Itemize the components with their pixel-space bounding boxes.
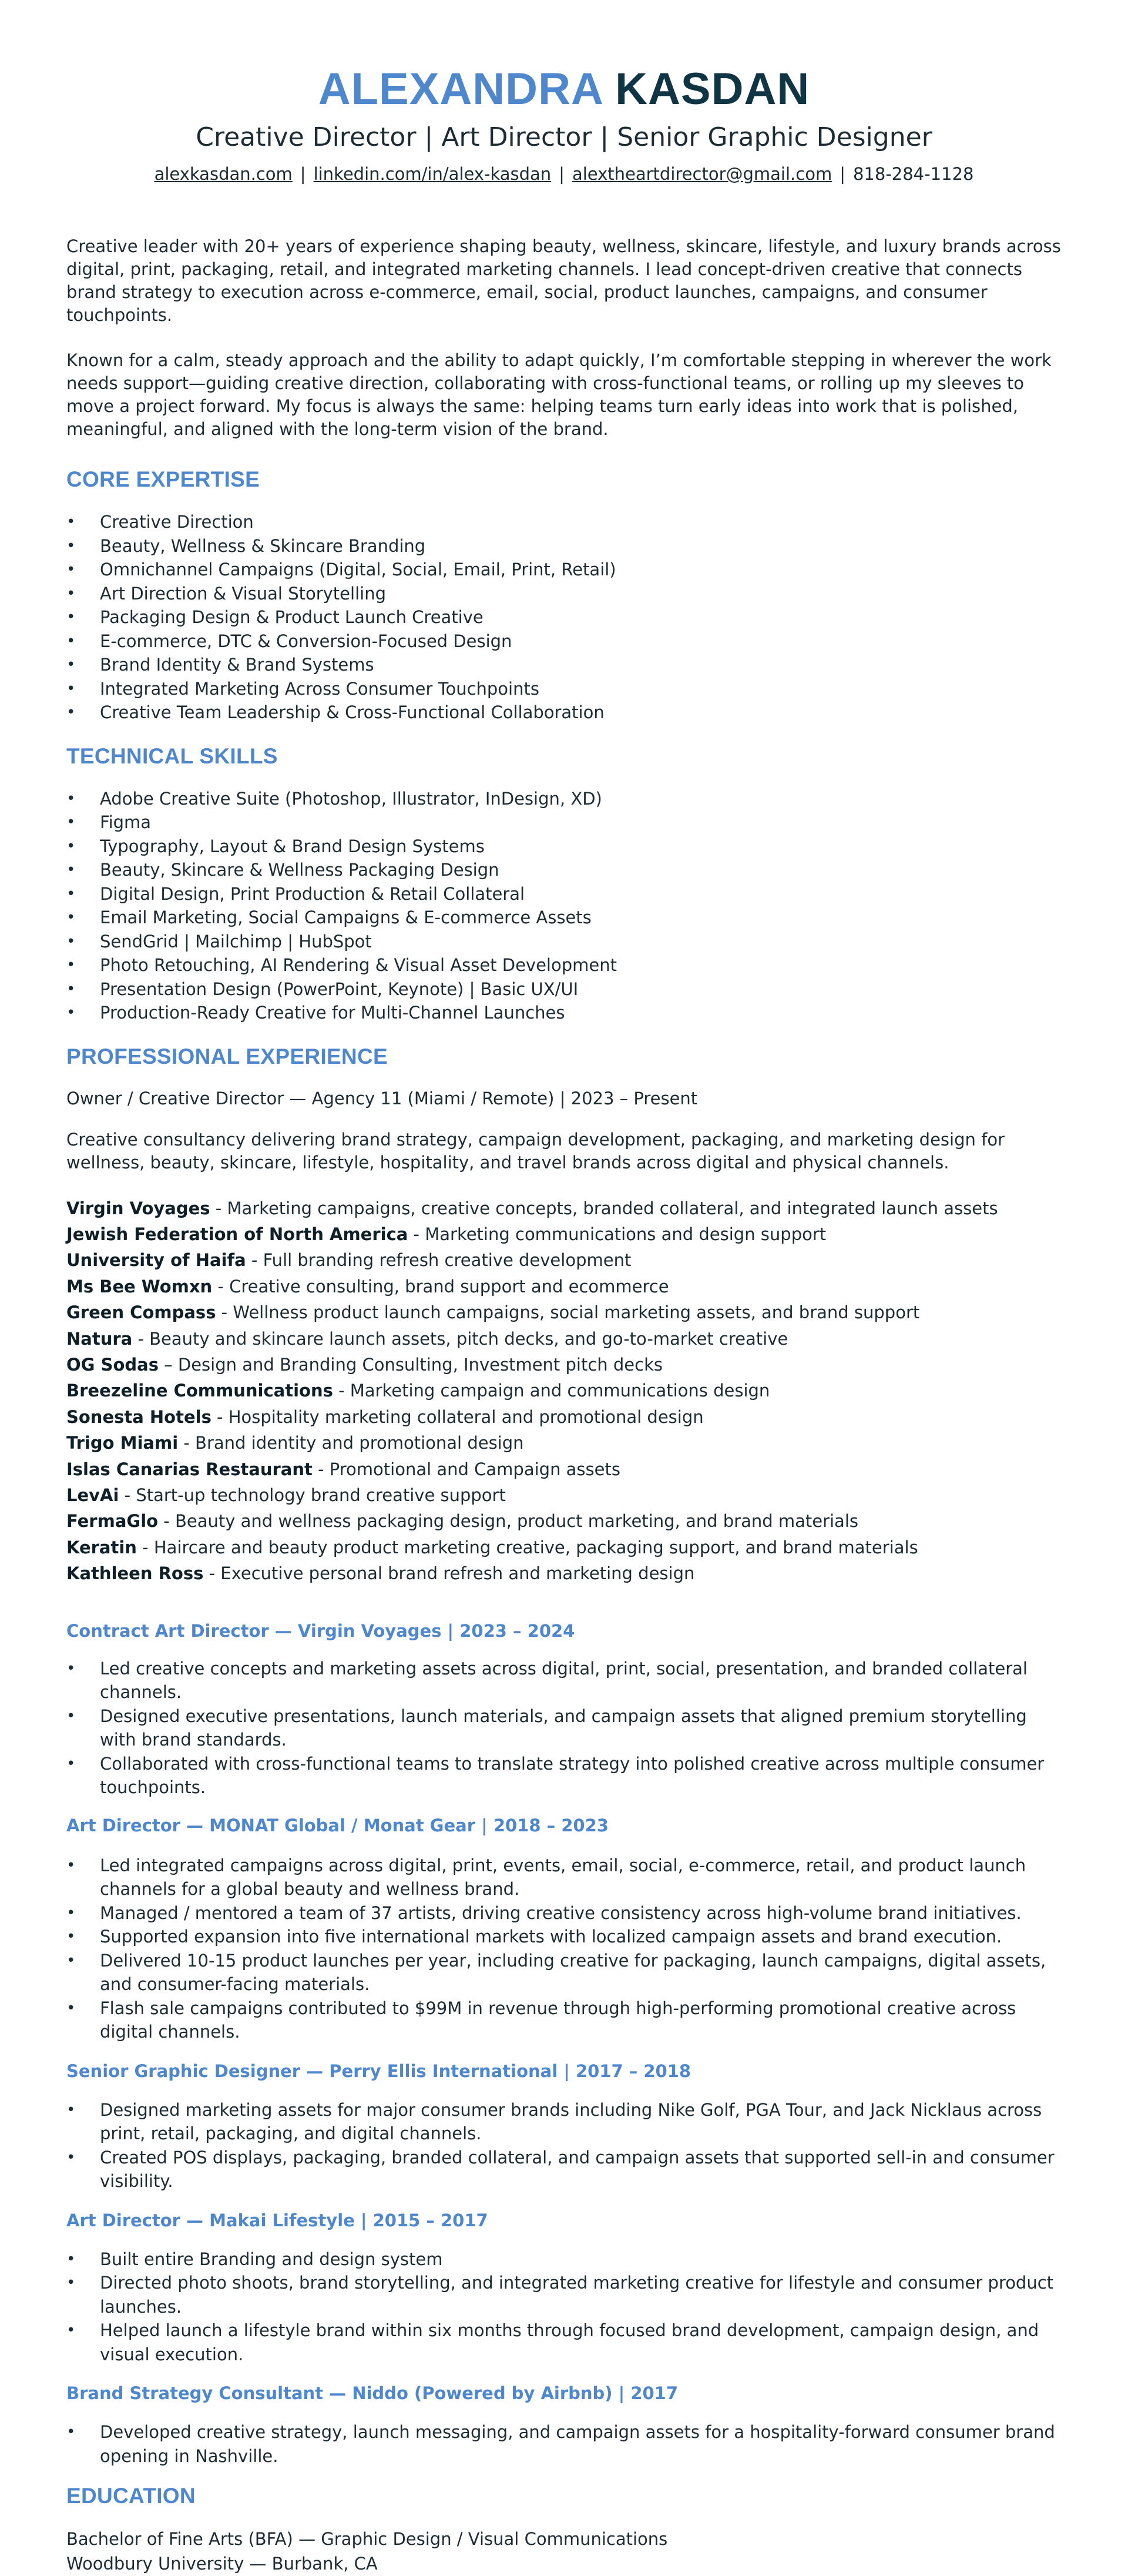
- education-degree: Bachelor of Fine Arts (BFA) — Graphic Design / Visual Communications: [66, 2529, 668, 2550]
- client-name: Breezeline Communications: [66, 1381, 333, 1401]
- client-entry: [66, 1195, 1062, 1221]
- client-entry: [66, 1299, 1062, 1325]
- client-name: LevAi: [66, 1485, 119, 1505]
- client-entry: [66, 1430, 1062, 1456]
- list-item: • Creative Team Leadership & Cross-Functional Collaboration: [66, 701, 1062, 725]
- section-heading: TECHNICAL SKILLS: [66, 743, 278, 768]
- role-bullets: [66, 1854, 1062, 2044]
- roles-container: [66, 1619, 1062, 2468]
- client-entry: [66, 1508, 1062, 1534]
- client-name: Islas Canarias Restaurant: [66, 1459, 313, 1479]
- role-heading: Art Director — MONAT Global / Monat Gear | 2018 – 2023: [66, 1815, 609, 1835]
- role-block: [66, 1619, 1062, 1800]
- list-item: • Developed creative strategy, launch messaging, and campaign assets for a hospitality-forward consumer brand opening in Nashville.: [66, 2420, 1062, 2468]
- list-item: • Managed / mentored a team of 37 artists, driving creative consistency across high-volume brand initiatives.: [66, 1901, 1062, 1925]
- client-name: FermaGlo: [66, 1511, 159, 1532]
- client-detail: - Brand identity and promotional design: [178, 1433, 524, 1453]
- role-heading: Contract Art Director — Virgin Voyages | 2023 – 2024: [66, 1620, 575, 1641]
- list-item: • Flash sale campaigns contributed to $99M in revenue through high-performing promotional creative across digital channels.: [66, 1997, 1062, 2044]
- list-item: • Supported expansion into five international markets with localized campaign assets and brand execution.: [66, 1925, 1062, 1949]
- role-heading: Senior Graphic Designer — Perry Ellis International | 2017 – 2018: [66, 2061, 691, 2081]
- list-item: • Directed photo shoots, brand storytelling, and integrated marketing creative for lifestyle and consumer product launches.: [66, 2271, 1062, 2319]
- client-name: Virgin Voyages: [66, 1198, 210, 1218]
- contact-separator: |: [559, 164, 565, 184]
- contact-line: [66, 162, 1062, 186]
- client-name: Ms Bee Womxn: [66, 1276, 213, 1297]
- client-entry: [66, 1352, 1062, 1378]
- experience-section: [66, 1044, 1062, 2468]
- list-item: • Art Direction & Visual Storytelling: [66, 582, 1062, 606]
- list-item: • Email Marketing, Social Campaigns & E-commerce Assets: [66, 906, 1062, 930]
- client-entry: [66, 1274, 1062, 1299]
- client-name: Jewish Federation of North America: [66, 1224, 408, 1244]
- list-item: • Built entire Branding and design system: [66, 2247, 1062, 2272]
- client-detail: - Hospitality marketing collateral and promotional design: [211, 1406, 704, 1427]
- education-school: Woodbury University — Burbank, CA: [66, 2554, 378, 2574]
- summary-paragraph: Creative leader with 20+ years of experience shaping beauty, wellness, skincare, lifestyle, and luxury brands across digital, print, packaging, retail, and integrated marketing channels. I lead concept-driven creative that connects brand strategy to execution across e-commerce, email, social, product launches, campaigns, and consumer touchpoints.: [66, 236, 1061, 325]
- client-detail: - Promotional and Campaign assets: [312, 1459, 620, 1479]
- list-item: • Designed executive presentations, launch materials, and campaign assets that aligned premium storytelling with brand standards.: [66, 1704, 1062, 1752]
- list-item: • Beauty, Skincare & Wellness Packaging Design: [66, 858, 1062, 882]
- list-item: • Designed marketing assets for major consumer brands including Nike Golf, PGA Tour, and Jack Nicklaus across print, retail, packaging, and digital channels.: [66, 2098, 1062, 2146]
- role-bullets: [66, 1657, 1062, 1800]
- list-item: • Delivered 10-15 product launches per year, including creative for packaging, launch campaigns, digital assets, and consumer-facing materials.: [66, 1949, 1062, 1997]
- client-detail: - Marketing campaign and communications design: [333, 1381, 770, 1401]
- technical-skills-section: [66, 743, 1062, 1025]
- role-bullets: [66, 2247, 1062, 2367]
- client-entry: [66, 1404, 1062, 1430]
- client-name: Sonesta Hotels: [66, 1406, 212, 1427]
- client-detail: - Beauty and skincare launch assets, pitch decks, and go-to-market creative: [132, 1328, 788, 1349]
- client-detail: - Executive personal brand refresh and marketing design: [203, 1563, 695, 1584]
- client-name: Natura: [66, 1328, 133, 1349]
- resume-header: [66, 0, 1062, 186]
- role-block: [66, 1814, 1062, 2044]
- client-detail: - Beauty and wellness packaging design, product marketing, and brand materials: [158, 1511, 858, 1532]
- role-block: [66, 2209, 1062, 2367]
- list-item: • Typography, Layout & Brand Design Systems: [66, 835, 1062, 859]
- professional-title: Creative Director | Art Director | Senior Graphic Designer: [196, 122, 932, 152]
- contact-separator: |: [300, 164, 306, 184]
- last-name: KASDAN: [615, 64, 810, 114]
- client-list: [66, 1195, 1062, 1587]
- client-name: Green Compass: [66, 1302, 216, 1323]
- section-heading: PROFESSIONAL EXPERIENCE: [66, 1044, 388, 1068]
- client-detail: - Full branding refresh creative development: [246, 1250, 632, 1271]
- client-entry: [66, 1456, 1062, 1482]
- list-item: • Integrated Marketing Across Consumer Touchpoints: [66, 677, 1062, 701]
- role-heading: Art Director — Makai Lifestyle | 2015 – 2017: [66, 2210, 488, 2230]
- list-item: • Packaging Design & Product Launch Creative: [66, 605, 1062, 629]
- candidate-name: [66, 63, 1062, 115]
- website-link[interactable]: alexkasdan.com: [154, 164, 293, 184]
- section-heading: EDUCATION: [66, 2484, 196, 2508]
- client-detail: - Creative consulting, brand support and ecommerce: [212, 1276, 669, 1297]
- email-link[interactable]: alextheartdirector@gmail.com: [572, 164, 832, 184]
- client-name: University of Haifa: [66, 1250, 246, 1271]
- client-entry: [66, 1560, 1062, 1586]
- list-item: • Creative Direction: [66, 510, 1062, 534]
- client-entry: [66, 1326, 1062, 1352]
- client-detail: - Haircare and beauty product marketing creative, packaging support, and brand materials: [136, 1537, 918, 1557]
- client-entry: [66, 1535, 1062, 1560]
- agency-role-line: Owner / Creative Director — Agency 11 (Miami / Remote) | 2023 – Present: [66, 1088, 698, 1108]
- list-item: • Adobe Creative Suite (Photoshop, Illustrator, InDesign, XD): [66, 787, 1062, 811]
- role-block: [66, 2059, 1062, 2193]
- client-detail: – Design and Branding Consulting, Investment pitch decks: [158, 1354, 663, 1375]
- role-block: [66, 2381, 1062, 2468]
- client-name: Keratin: [66, 1537, 137, 1557]
- technical-skills-list: [66, 787, 1062, 1025]
- resume-page: [66, 0, 1062, 2576]
- list-item: • Digital Design, Print Production & Retail Collateral: [66, 882, 1062, 906]
- section-heading: CORE EXPERTISE: [66, 467, 260, 491]
- agency-description: Creative consultancy delivering brand strategy, campaign development, packaging, and marketing design for wellness, beauty, skincare, lifestyle, hospitality, and travel brands across digital and physical channels.: [66, 1129, 1005, 1173]
- list-item: • Production-Ready Creative for Multi-Channel Launches: [66, 1001, 1062, 1025]
- client-entry: [66, 1378, 1062, 1403]
- list-item: • Presentation Design (PowerPoint, Keynote) | Basic UX/UI: [66, 977, 1062, 1001]
- education-section: [66, 2483, 1062, 2576]
- list-item: • SendGrid | Mailchimp | HubSpot: [66, 930, 1062, 954]
- phone-number: 818-284-1128: [852, 164, 974, 184]
- client-entry: [66, 1247, 1062, 1273]
- contact-separator: |: [840, 164, 845, 184]
- list-item: • E-commerce, DTC & Conversion-Focused Design: [66, 629, 1062, 654]
- list-item: • Beauty, Wellness & Skincare Branding: [66, 534, 1062, 558]
- list-item: • Led creative concepts and marketing assets across digital, print, social, presentation, and branded collateral channels.: [66, 1657, 1062, 1704]
- client-name: OG Sodas: [66, 1354, 159, 1375]
- list-item: • Led integrated campaigns across digital, print, events, email, social, e-commerce, retail, and product launch channels for a global beauty and wellness brand.: [66, 1854, 1062, 1901]
- summary-paragraph: Known for a calm, steady approach and the ability to adapt quickly, I’m comfortable stepping in wherever the work needs support—guiding creative direction, collaborating with cross-functional teams, or rolling up my sleeves to move a project forward. My focus is always the same: helping teams turn early ideas into work that is polished, meaningful, and aligned with the long-term vision of the brand.: [66, 350, 1052, 439]
- role-bullets: [66, 2098, 1062, 2193]
- list-item: • Created POS displays, packaging, branded collateral, and campaign assets that supported sell-in and consumer visibility.: [66, 2146, 1062, 2193]
- client-detail: - Marketing communications and design support: [408, 1224, 827, 1244]
- core-expertise-section: [66, 467, 1062, 725]
- client-detail: - Wellness product launch campaigns, social marketing assets, and brand support: [216, 1302, 920, 1323]
- role-bullets: [66, 2420, 1062, 2468]
- client-entry: [66, 1482, 1062, 1508]
- client-detail: - Marketing campaigns, creative concepts, branded collateral, and integrated launch assets: [210, 1198, 998, 1218]
- client-entry: [66, 1221, 1062, 1247]
- role-heading: Brand Strategy Consultant — Niddo (Powered by Airbnb) | 2017: [66, 2383, 679, 2404]
- list-item: • Brand Identity & Brand Systems: [66, 653, 1062, 677]
- list-item: • Photo Retouching, AI Rendering & Visual Asset Development: [66, 953, 1062, 977]
- core-expertise-list: [66, 510, 1062, 725]
- linkedin-link[interactable]: linkedin.com/in/alex-kasdan: [313, 164, 552, 184]
- list-item: • Helped launch a lifestyle brand within six months through focused brand development, campaign design, and visual execution.: [66, 2319, 1062, 2366]
- first-name: ALEXANDRA: [318, 64, 603, 114]
- client-detail: - Start-up technology brand creative support: [119, 1485, 506, 1505]
- list-item: • Omnichannel Campaigns (Digital, Social, Email, Print, Retail): [66, 558, 1062, 582]
- client-name: Trigo Miami: [66, 1433, 179, 1453]
- list-item: • Figma: [66, 810, 1062, 835]
- list-item: • Collaborated with cross-functional teams to translate strategy into polished creative across multiple consumer touchpoints.: [66, 1752, 1062, 1800]
- client-name: Kathleen Ross: [66, 1563, 204, 1584]
